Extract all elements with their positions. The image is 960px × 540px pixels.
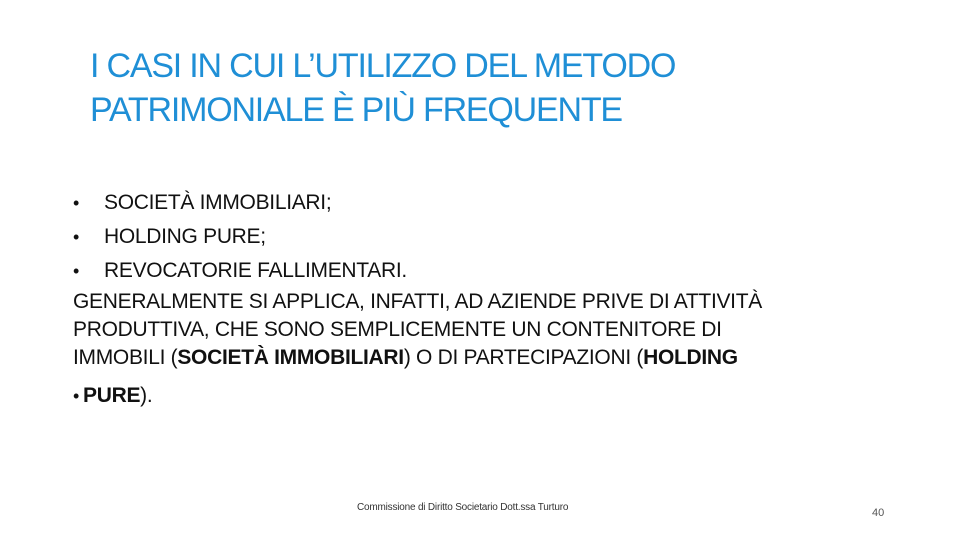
- bullet-icon: •: [73, 227, 80, 247]
- bullet-item: [73, 220, 903, 254]
- slide-title: [90, 44, 890, 132]
- title-line-1: I CASI IN CUI L’UTILIZZO DEL METODO: [90, 47, 676, 85]
- paragraph-line-2: PRODUTTIVA, CHE SONO SEMPLICEMENTE UN CONTENITORE DI: [73, 318, 722, 341]
- bullet-text: HOLDING PURE;: [104, 225, 266, 248]
- page-number: 40: [872, 507, 885, 519]
- slide-body: [73, 186, 903, 413]
- paragraph-line-4: [73, 379, 903, 413]
- bullet-icon: •: [73, 386, 80, 406]
- paragraph-text: ).: [140, 384, 153, 407]
- title-line-2: PATRIMONIALE È PIÙ FREQUENTE: [90, 91, 622, 129]
- bullet-item: [73, 186, 903, 220]
- bullet-icon: •: [73, 193, 80, 213]
- paragraph-bold-text: HOLDING: [643, 346, 738, 369]
- paragraph-line-1: GENERALMENTE SI APPLICA, INFATTI, AD AZIENDE PRIVE DI ATTIVITÀ: [73, 290, 762, 313]
- paragraph-bold-text: PURE: [83, 384, 141, 407]
- bullet-item: [73, 254, 903, 288]
- paragraph-bold-text: SOCIETÀ IMMOBILIARI: [177, 346, 404, 369]
- paragraph-text: IMMOBILI (: [73, 346, 178, 369]
- paragraph-line-3: [73, 344, 903, 372]
- paragraph: [73, 288, 903, 372]
- bullet-icon: •: [73, 261, 80, 281]
- footer-text: Commissione di Diritto Societario Dott.ssa Turturo: [357, 502, 569, 513]
- paragraph-text: ) O DI PARTECIPAZIONI (: [403, 346, 644, 369]
- bullet-text: REVOCATORIE FALLIMENTARI.: [104, 259, 407, 282]
- bullet-text: SOCIETÀ IMMOBILIARI;: [104, 191, 332, 214]
